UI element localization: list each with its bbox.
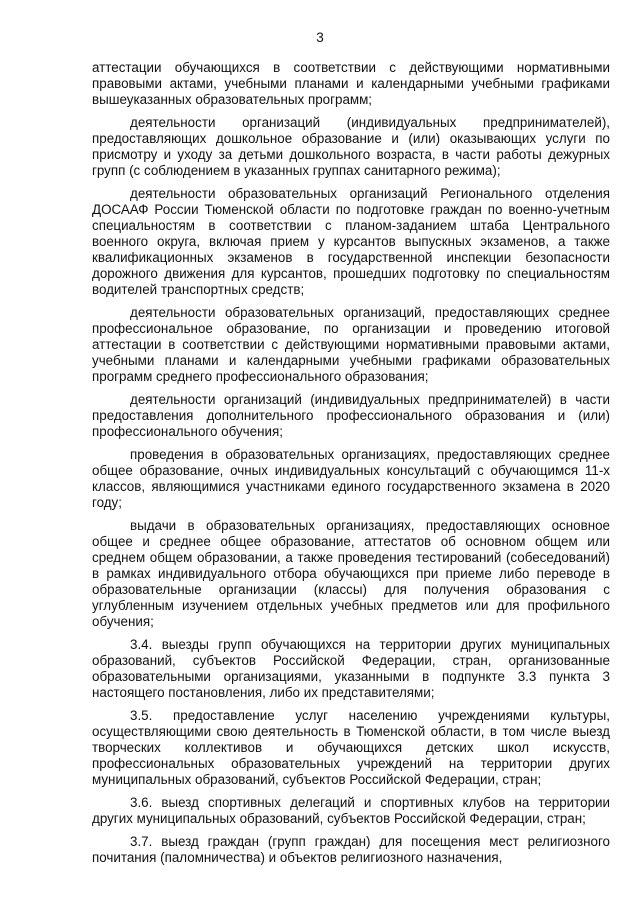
document-body <box>92 60 610 873</box>
paragraph-preschool-duty-groups: деятельности организаций (индивидуальных предпринимателей), предоставляющих дошкольное образование и (или) оказывающих услуги по присмотру и уходу за детьми дошкольного возраста, в части работы дежурных групп (с соблюдением в указанных группах санитарного режима); <box>92 115 610 178</box>
paragraph-individual-consultations: проведения в образовательных организациях, предоставляющих среднее общее образование, очных индивидуальных консультаций с обучающимся 11-х классов, являющимися участниками единого государственного экзамена в 2020 году; <box>92 447 610 510</box>
paragraph-certificate-issuance: выдачи в образовательных организациях, предоставляющих основное общее и среднее общее образование, аттестатов об основном общем или среднем общем образовании, а также проведения тестирований (собеседований) в рамках индивидуального отбора обучающихся при приеме либо переводе в образовательные организации (классы) для получения образования с углубленным изучением отдельных учебных предметов или для профильного обучения; <box>92 518 610 629</box>
paragraph-3-7-pilgrimage-trips: 3.7. выезд граждан (групп граждан) для посещения мест религиозного почитания (паломничества) и объектов религиозного назначения, <box>92 834 610 865</box>
page-number: 3 <box>316 30 324 45</box>
paragraph-dosaaf-training: деятельности образовательных организаций Регионального отделения ДОСААФ России Тюменской области по подготовке граждан по военно-учетным специальностям в соответствии с планом-заданием штаба Центрального военного округа, включая прием у курсантов выпускных экзаменов, а также квалификационных экзаменов в государственной инспекции безопасности дорожного движения для курсантов, прошедших подготовку по специальностям водителей транспортных средств; <box>92 186 610 297</box>
paragraph-additional-professional-education: деятельности организаций (индивидуальных предпринимателей) в части предоставления дополнительного профессионального образования и (или) профессионального обучения; <box>92 392 610 439</box>
paragraph-attestation-continuation: аттестации обучающихся в соответствии с действующими нормативными правовыми актами, учебными планами и календарными учебными графиками вышеуказанных образовательных программ; <box>92 60 610 107</box>
paragraph-3-4-student-trips: 3.4. выезды групп обучающихся на территории других муниципальных образований, субъектов Российской Федерации, стран, организованные образовательными организациями, указанными в подпункте 3.3 пункта 3 настоящего постановления, либо их представителями; <box>92 637 610 700</box>
paragraph-vocational-attestation: деятельности образовательных организаций, предоставляющих среднее профессиональное образование, по организации и проведению итоговой аттестации в соответствии с действующими нормативными правовыми актами, учебными планами и календарными учебными графиками образовательных программ среднего профессионального образования; <box>92 305 610 384</box>
paragraph-3-5-culture-services: 3.5. предоставление услуг населению учреждениями культуры, осуществляющими свою деятельность в Тюменской области, в том числе выезд творческих коллективов и обучающихся детских школ искусств, профессиональных образовательных учреждений на территории других муниципальных образований, субъектов Российской Федерации, стран; <box>92 708 610 787</box>
paragraph-3-6-sports-delegations: 3.6. выезд спортивных делегаций и спортивных клубов на территории других муниципальных образований, субъектов Российской Федерации, стран; <box>92 795 610 826</box>
